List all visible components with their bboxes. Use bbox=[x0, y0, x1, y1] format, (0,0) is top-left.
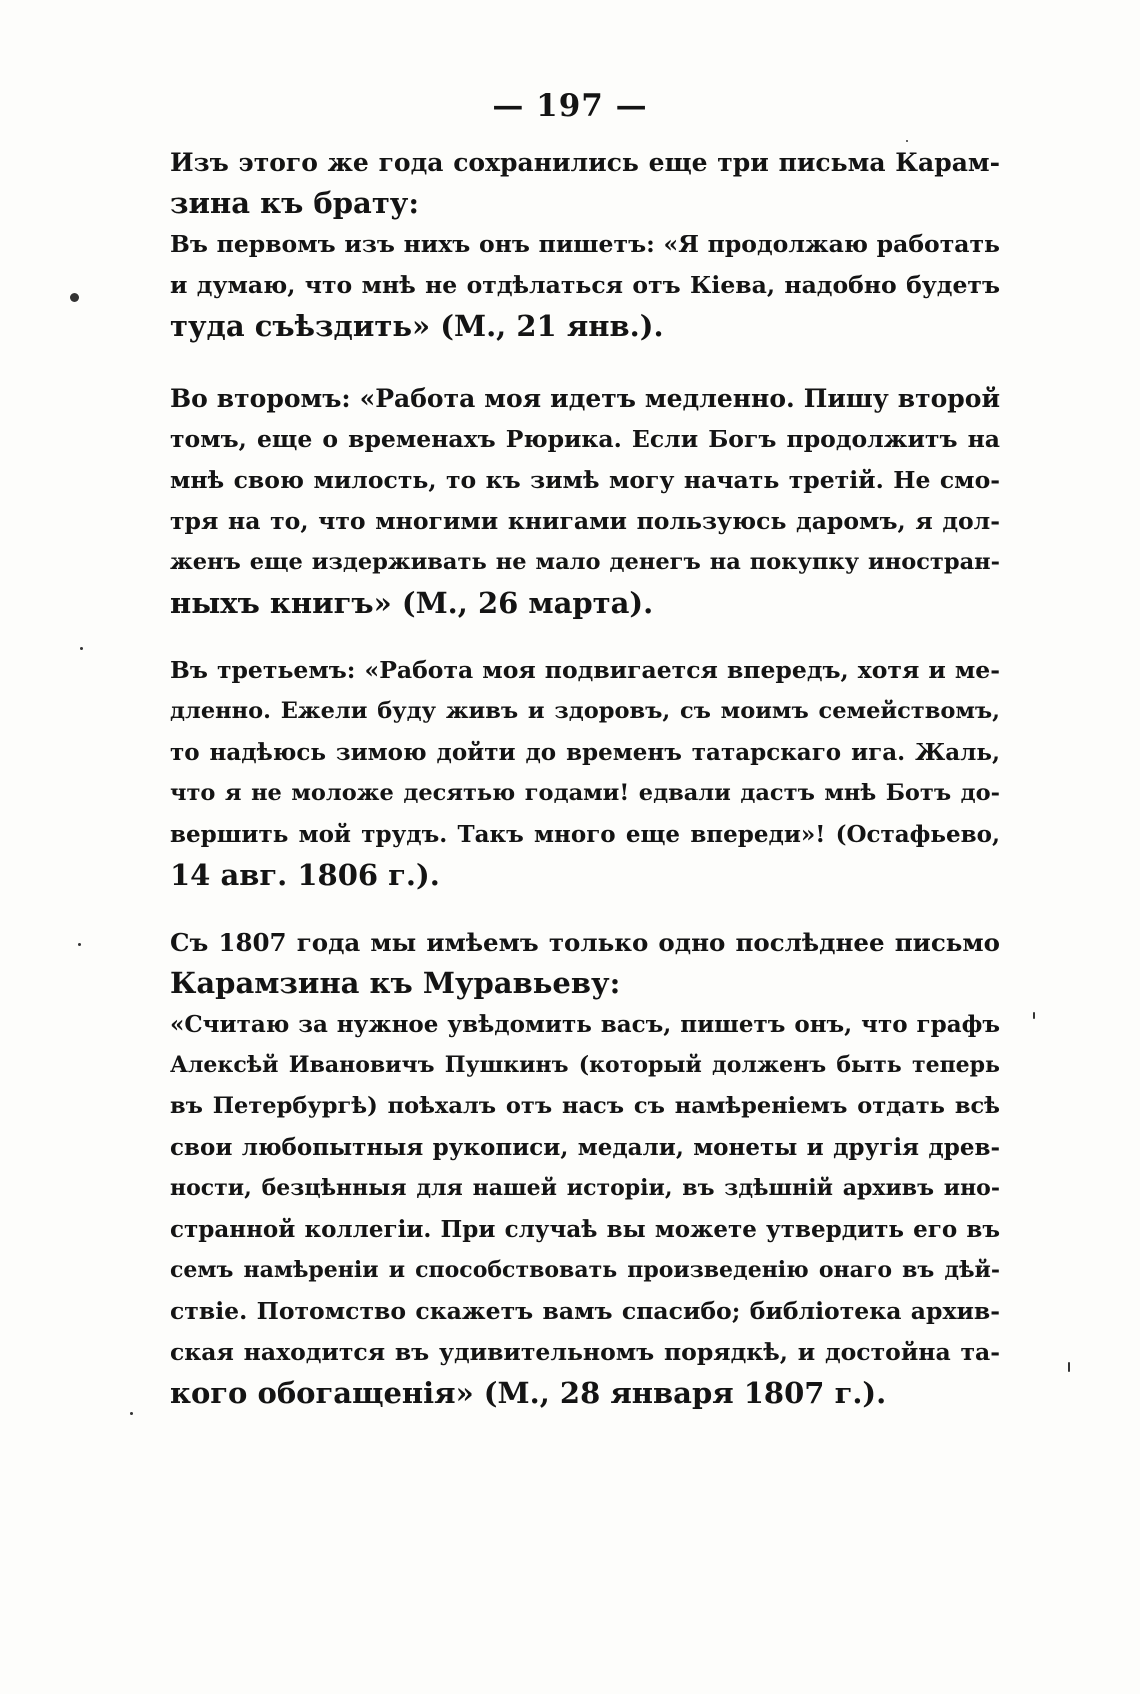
paragraph-line: ская находится въ удивительномъ порядкѣ, и достойна та- bbox=[170, 1338, 1000, 1366]
paragraph bbox=[170, 224, 1000, 347]
paragraph bbox=[170, 1004, 1000, 1414]
paragraph-line: туда съѣздить» (М., 21 янв.). bbox=[170, 309, 664, 343]
paragraph-line: мнѣ свою милость, то къ зимѣ могу начать третій. Не смо- bbox=[170, 466, 1000, 494]
paragraph-line: зина къ брату: bbox=[170, 186, 420, 220]
paragraph-line: Алексѣй Ивановичъ Пушкинъ (который долженъ быть теперь bbox=[170, 1052, 1000, 1078]
paragraph-line: 14 авг. 1806 г.). bbox=[170, 858, 440, 892]
paragraph-line: Въ первомъ изъ нихъ онъ пишетъ: «Я продолжаю работать bbox=[170, 230, 1000, 258]
paragraph-line: Во второмъ: «Работа моя идетъ медленно. Пишу второй bbox=[170, 384, 1000, 413]
paragraph-line: Изъ этого же года сохранились еще три письма Карам- bbox=[170, 148, 1000, 177]
scan-speck bbox=[78, 943, 81, 946]
paragraph bbox=[170, 922, 1000, 1004]
paragraph-line: вершить мой трудъ. Такъ много еще впереди»! (Остафьево, bbox=[170, 821, 1000, 848]
scan-speck bbox=[1033, 1012, 1035, 1019]
paragraph-line: ности, безцѣнныя для нашей исторіи, въ здѣшній архивъ ино- bbox=[170, 1175, 1000, 1201]
paragraph-line: и думаю, что мнѣ не отдѣлаться отъ Кіева, надобно будетъ bbox=[170, 271, 1000, 299]
paragraph-line: Съ 1807 года мы имѣемъ только одно послѣднее письмо bbox=[170, 928, 1000, 957]
paragraph-line: ныхъ книгъ» (М., 26 марта). bbox=[170, 586, 654, 620]
paragraph-line: семъ намѣреніи и способствовать произведенію онаго въ дѣй- bbox=[170, 1257, 1000, 1283]
scan-speck bbox=[906, 140, 908, 142]
paragraph-line: Карамзина къ Муравьеву: bbox=[170, 966, 621, 1000]
paragraph-line: «Считаю за нужное увѣдомить васъ, пишетъ онъ, что графъ bbox=[170, 1011, 1000, 1038]
scan-speck bbox=[70, 293, 79, 302]
paragraph-line: дленно. Ежели буду живъ и здоровъ, съ моимъ семействомъ, bbox=[170, 698, 1000, 724]
paragraph bbox=[170, 142, 1000, 224]
scan-speck bbox=[1068, 1362, 1070, 1372]
page-number: — 197 — bbox=[492, 88, 648, 124]
paragraph bbox=[170, 378, 1000, 624]
paragraph-line: женъ еще издерживать не мало денегъ на покупку иностран- bbox=[170, 549, 1000, 575]
paragraph-line: то надѣюсь зимою дойти до временъ татарскаго ига. Жаль, bbox=[170, 739, 1000, 766]
paragraph-line: ствіе. Потомство скажетъ вамъ спасибо; библіотека архив- bbox=[170, 1297, 1000, 1325]
paragraph-line: свои любопытныя рукописи, медали, монеты и другія древ- bbox=[170, 1134, 1000, 1161]
paragraph-line: что я не моложе десятью годами! едвали дастъ мнѣ Ботъ до- bbox=[170, 780, 1000, 806]
paragraph-line: тря на то, что многими книгами пользуюсь даромъ, я дол- bbox=[170, 507, 1000, 535]
paragraph-line: въ Петербургѣ) поѣхалъ отъ насъ съ намѣреніемъ отдать всѣ bbox=[170, 1093, 1000, 1119]
paragraph-line: томъ, еще о временахъ Рюрика. Если Богъ продолжитъ на bbox=[170, 425, 1000, 453]
paragraph bbox=[170, 650, 1000, 896]
scan-speck bbox=[130, 1412, 133, 1415]
paragraph-line: Въ третьемъ: «Работа моя подвигается впередъ, хотя и ме- bbox=[170, 656, 1000, 684]
paragraph-line: кого обогащенія» (М., 28 января 1807 г.). bbox=[170, 1376, 887, 1410]
paragraph-line: странной коллегіи. При случаѣ вы можете утвердить его въ bbox=[170, 1216, 1000, 1243]
scan-speck bbox=[80, 647, 83, 650]
